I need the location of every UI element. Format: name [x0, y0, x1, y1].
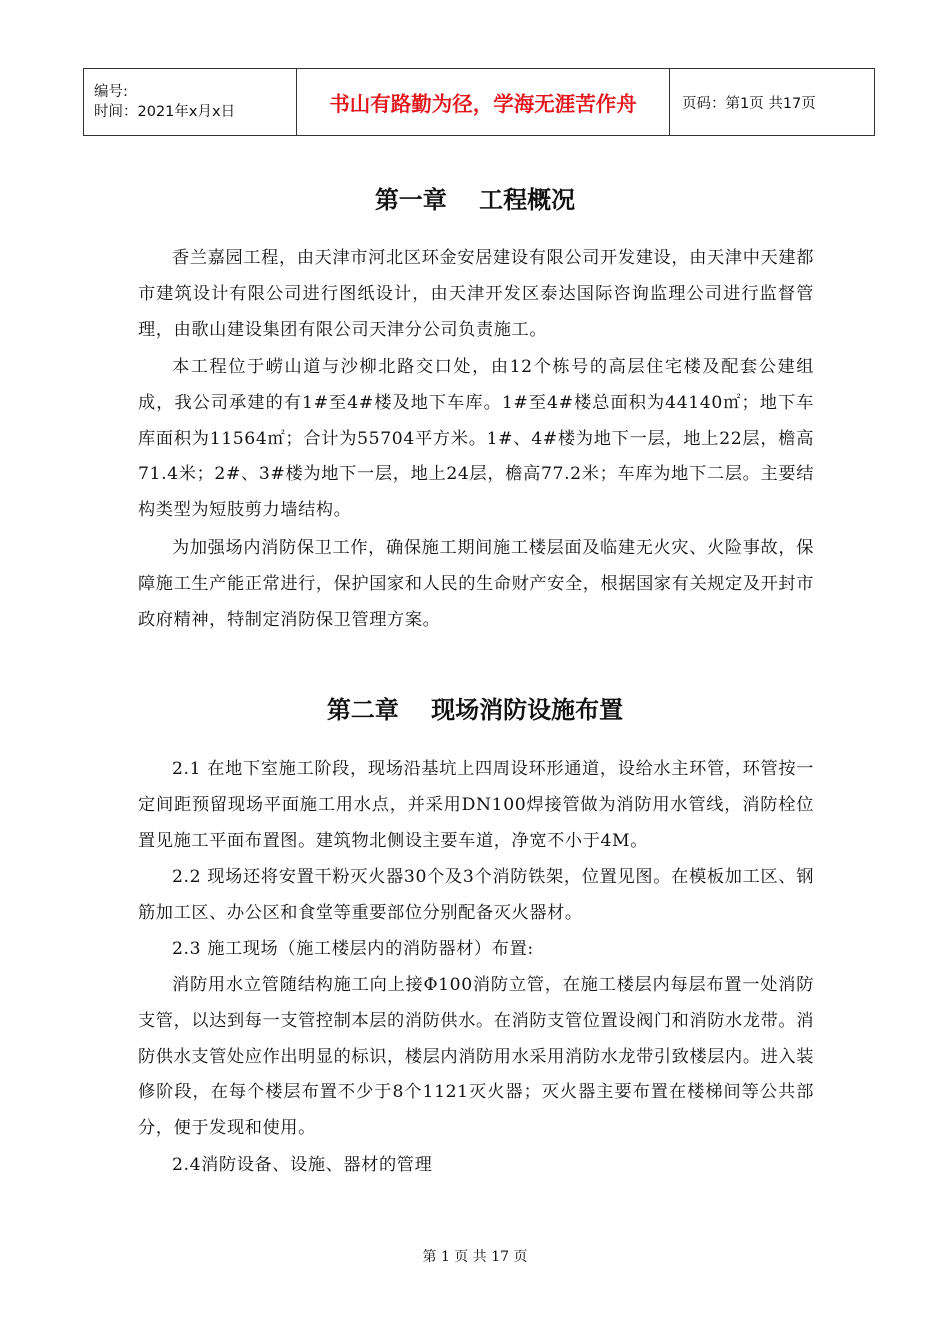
section-2-4: 2.4消防设备、设施、器材的管理: [172, 1155, 433, 1175]
document-number-label: 编号:: [94, 84, 128, 100]
section-2-3-body: 消防用水立管随结构施工向上接Φ100消防立管，在施工楼层内每层布置一处消防支管，以达到每一支管控制本层的消防供水。在消防支管位置设阀门和消防水龙带。消防供水支管处应作出明显的标识，楼层内消防用水采用消防水龙带引致楼层内。进入装修阶段，在每个楼层布置不少于8个1121灭火器；灭火器主要布置在楼梯间等公共部分，便于发现和使用。: [138, 975, 814, 1139]
section-2-1: 2.1 在地下室施工阶段，现场沿基坑上四周设环形通道，设给水主环管，环管按一定间距预留现场平面施工用水点，并采用DN100焊接管做为消防用水管线，消防栓位置见施工平面布置图。建筑物北侧设主要车道，净宽不小于4M。: [138, 759, 814, 851]
header-table: [83, 68, 875, 136]
chapter-1-paragraph-3: 为加强场内消防保卫工作，确保施工期间施工楼层面及临建无火灾、火险事故，保障施工生产能正常进行，保护国家和人民的生命财产安全，根据国家有关规定及开封市政府精神，特制定消防保卫管理方案。: [138, 538, 814, 630]
chapter-2-title: 第二章 现场消防设施布置: [326, 696, 624, 724]
section-2-3: 2.3 施工现场（施工楼层内的消防器材）布置:: [172, 939, 534, 959]
document-time-label: 时间：2021年x月x日: [94, 104, 236, 120]
chapter-1-paragraph-2: 本工程位于崂山道与沙柳北路交口处，由12个栋号的高层住宅楼及配套公建组成，我公司承建的有1#至4#楼及地下车库。1#至4#楼总面积为44140㎡；地下车库面积为11564㎡；合计为55704平方米。1#、4#楼为地下一层，地上22层，檐高71.4米；2#、3#楼为地下一层，地上24层，檐高77.2米；车库为地下二层。主要结构类型为短肢剪力墙结构。: [138, 357, 814, 521]
header-page-info: 页码：第1页 共17页: [670, 69, 875, 136]
page-footer: 第 1 页 共 17 页: [422, 1249, 528, 1265]
header-motto: 书山有路勤为径，学海无涯苦作舟: [297, 69, 670, 136]
chapter-1-title: 第一章 工程概况: [374, 186, 576, 214]
header-meta-cell: [84, 69, 297, 136]
section-2-2: 2.2 现场还将安置干粉灭火器30个及3个消防铁架，位置见图。在模板加工区、钢筋加工区、办公区和食堂等重要部位分别配备灭火器材。: [138, 867, 814, 923]
chapter-1-paragraph-1: 香兰嘉园工程，由天津市河北区环金安居建设有限公司开发建设，由天津中天建都市建筑设计有限公司进行图纸设计，由天津开发区泰达国际咨询监理公司进行监督管理，由歌山建设集团有限公司天津分公司负责施工。: [138, 248, 814, 340]
